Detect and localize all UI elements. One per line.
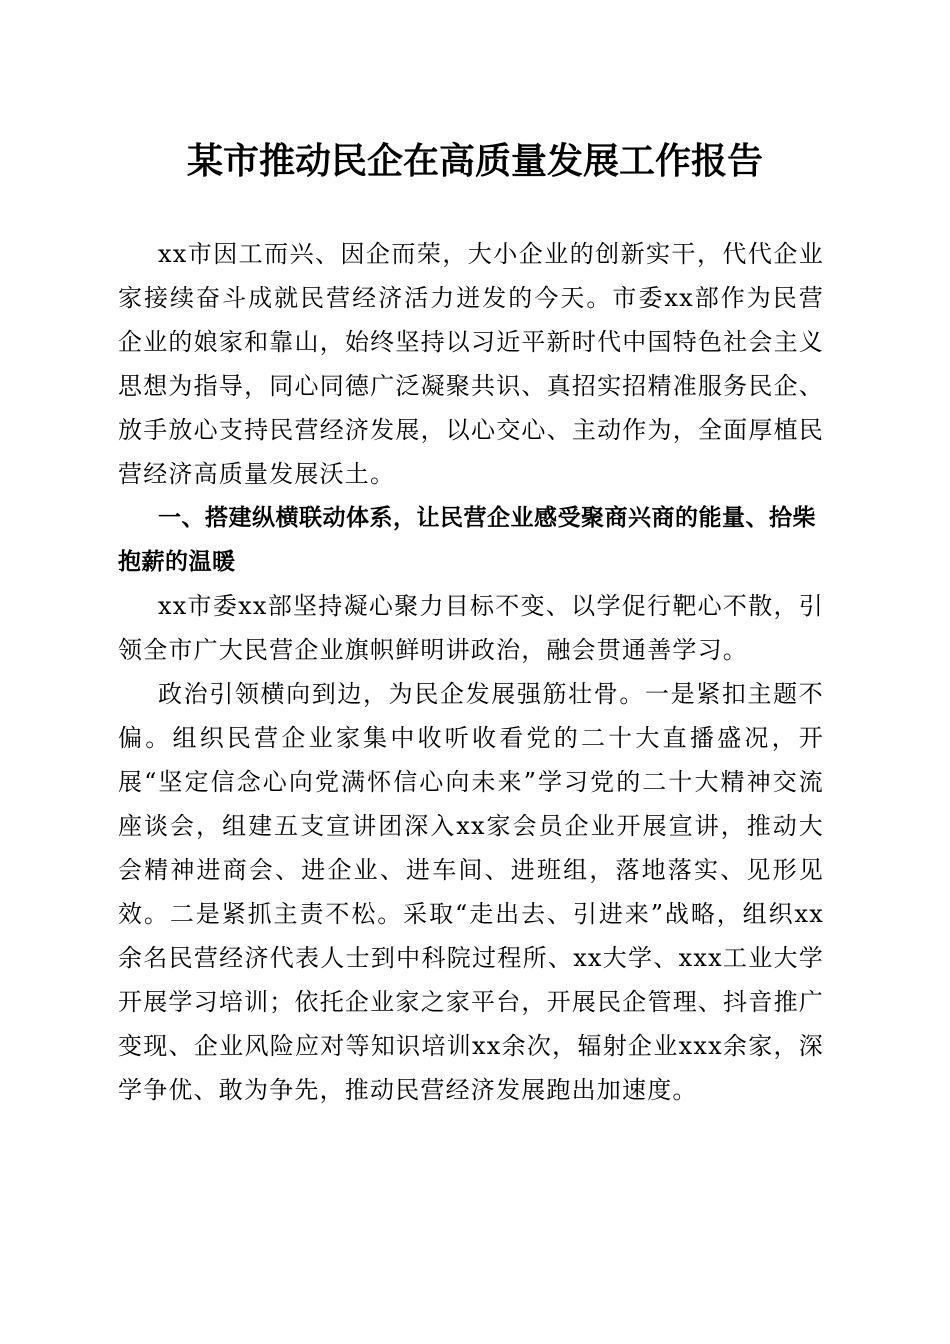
document-body: [118, 232, 824, 1112]
document-title: 某市推动民企在高质量发展工作报告: [186, 140, 763, 182]
section-1-paragraph-1: xx市委xx部坚持凝心聚力目标不变、以学促行靶心不散，引领全市广大民营企业旗帜鲜明讲政治，融会贯通善学习。: [118, 592, 824, 664]
section-1-heading: 一、搭建纵横联动体系，让民营企业感受聚商兴商的能量、拾柴抱薪的温暖: [118, 505, 816, 575]
section-1-paragraph-2: 政治引领横向到边，为民企发展强筋壮骨。一是紧扣主题不偏。组织民营企业家集中收听收看党的二十大直播盛况，开展“坚定信念心向党满怀信心向未来”学习党的二十大精神交流座谈会，组建五支宣讲团深入xx家会员企业开展宣讲，推动大会精神进商会、进企业、进车间、进班组，落地落实、见形见效。二是紧抓主责不松。采取“走出去、引进来”战略，组织xx余名民营经济代表人士到中科院过程所、xx大学、xxx工业大学开展学习培训；依托企业家之家平台，开展民企管理、抖音推广变现、企业风险应对等知识培训xx余次，辐射企业xxx余家，深学争优、敢为争先，推动民营经济发展跑出加速度。: [118, 680, 824, 1104]
intro-paragraph: xx市因工而兴、因企而荣，大小企业的创新实干，代代企业家接续奋斗成就民营经济活力迸发的今天。市委xx部作为民营企业的娘家和靠山，始终坚持以习近平新时代中国特色社会主义思想为指导，同心同德广泛凝聚共识、真招实招精准服务民企、放手放心支持民营经济发展，以心交心、主动作为，全面厚植民营经济高质量发展沃土。: [118, 240, 824, 488]
